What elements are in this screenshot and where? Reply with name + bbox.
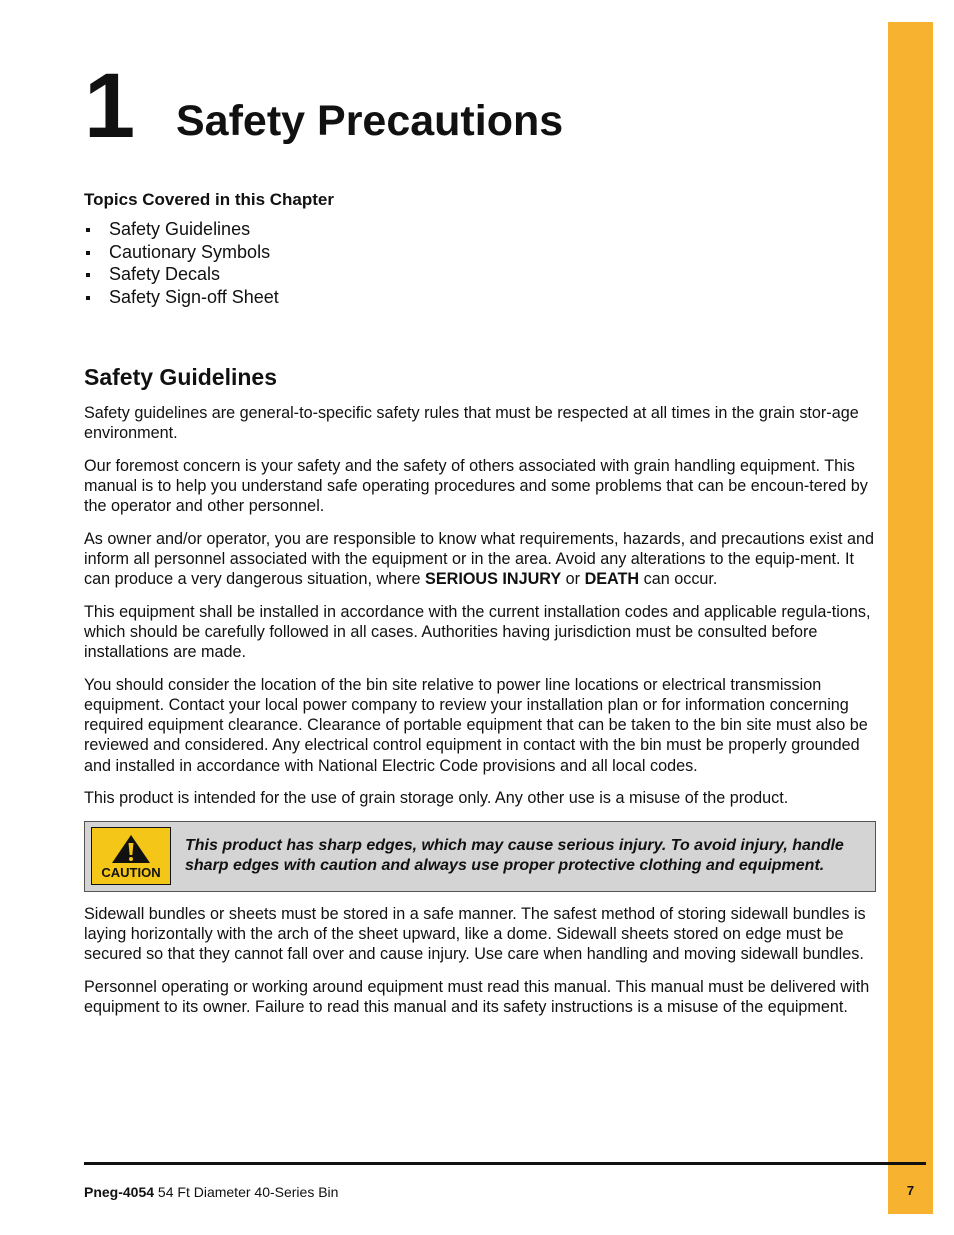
caution-callout [84,821,876,892]
footer-doc-title: 54 Ft Diameter 40-Series Bin [154,1184,339,1200]
paragraph: Our foremost concern is your safety and the safety of others associated with grain handling equipment. This manual is to help you understand safe operating procedures and some problems that can be encoun-tered by the operator and other personnel. [84,456,868,515]
topic-item: Safety Decals [84,263,864,286]
paragraph-text: can occur. [639,570,718,589]
paragraph: Personnel operating or working around equipment must read this manual. This manual must be delivered with equipment to its owner. Failure to read this manual and its safety instructions is a misuse of the equipment. [84,978,870,1017]
page-number: 7 [906,1183,915,1198]
topics-list [84,218,864,308]
paragraph: Sidewall bundles or sheets must be stored in a safe manner. The safest method of storing sidewall bundles is laying horizontally with the arch of the sheet upward, like a dome. Sidewall sheets stored on edge must be secured so that they cannot fall over and cause injury. Use care when handling and moving sidewall bundles. [84,905,866,964]
topic-item: Cautionary Symbols [84,241,864,264]
topics-covered [84,190,864,308]
caution-word: CAUTION [101,864,161,880]
chapter-number: 1 [84,55,134,157]
paragraph [84,529,876,590]
chapter-title: Safety Precautions [176,97,564,145]
warning-triangle-icon [111,834,151,864]
section-heading: Safety Guidelines [84,364,278,390]
paragraph: You should consider the location of the bin site relative to power line locations or electrical transmission equipment. Contact your local power company to review your installation plan or for information concerning required equipment clearance. Clearance of portable equipment that can be taken to the bin site must also be reviewed and considered. Any electrical control equipment in contact with the bin must be properly grounded and installed in accordance with National Electric Code provisions and all local codes. [84,675,868,775]
footer-divider [84,1162,926,1165]
topics-heading: Topics Covered in this Chapter [84,190,335,209]
emphasis-death: DEATH [584,570,640,589]
paragraph-text: or [561,570,585,589]
emphasis-serious-injury: SERIOUS INJURY [425,570,562,589]
topic-item: Safety Guidelines [84,218,864,241]
footer-doc-number: Pneg-4054 [84,1184,155,1200]
caution-text: This product has sharp edges, which may cause serious injury. To avoid injury, handle sharp edges with caution and always use proper protective clothing and equipment. [185,836,844,875]
caution-label-graphic [91,827,171,885]
footer [84,1184,338,1200]
paragraph: Safety guidelines are general-to-specific safety rules that must be respected at all times in the grain stor-age environment. [84,403,859,442]
safety-guidelines-section [84,364,876,1030]
paragraph: This product is intended for the use of grain storage only. Any other use is a misuse of the product. [84,789,789,808]
chapter-side-tab [888,22,933,1214]
paragraph: This equipment shall be installed in accordance with the current installation codes and applicable regula-tions, which should be carefully followed in all cases. Authorities having jurisdiction must be consulted before installations are made. [84,602,871,662]
paragraph-text: As owner and/or operator, you are responsible to know what requirements, hazards, and precautions exist and inform all personnel associated with the equipment or in the area. Avoid any alterations to the equip-ment. It can produce a very dangerous situation, where [84,529,875,589]
topic-item: Safety Sign-off Sheet [84,286,864,309]
